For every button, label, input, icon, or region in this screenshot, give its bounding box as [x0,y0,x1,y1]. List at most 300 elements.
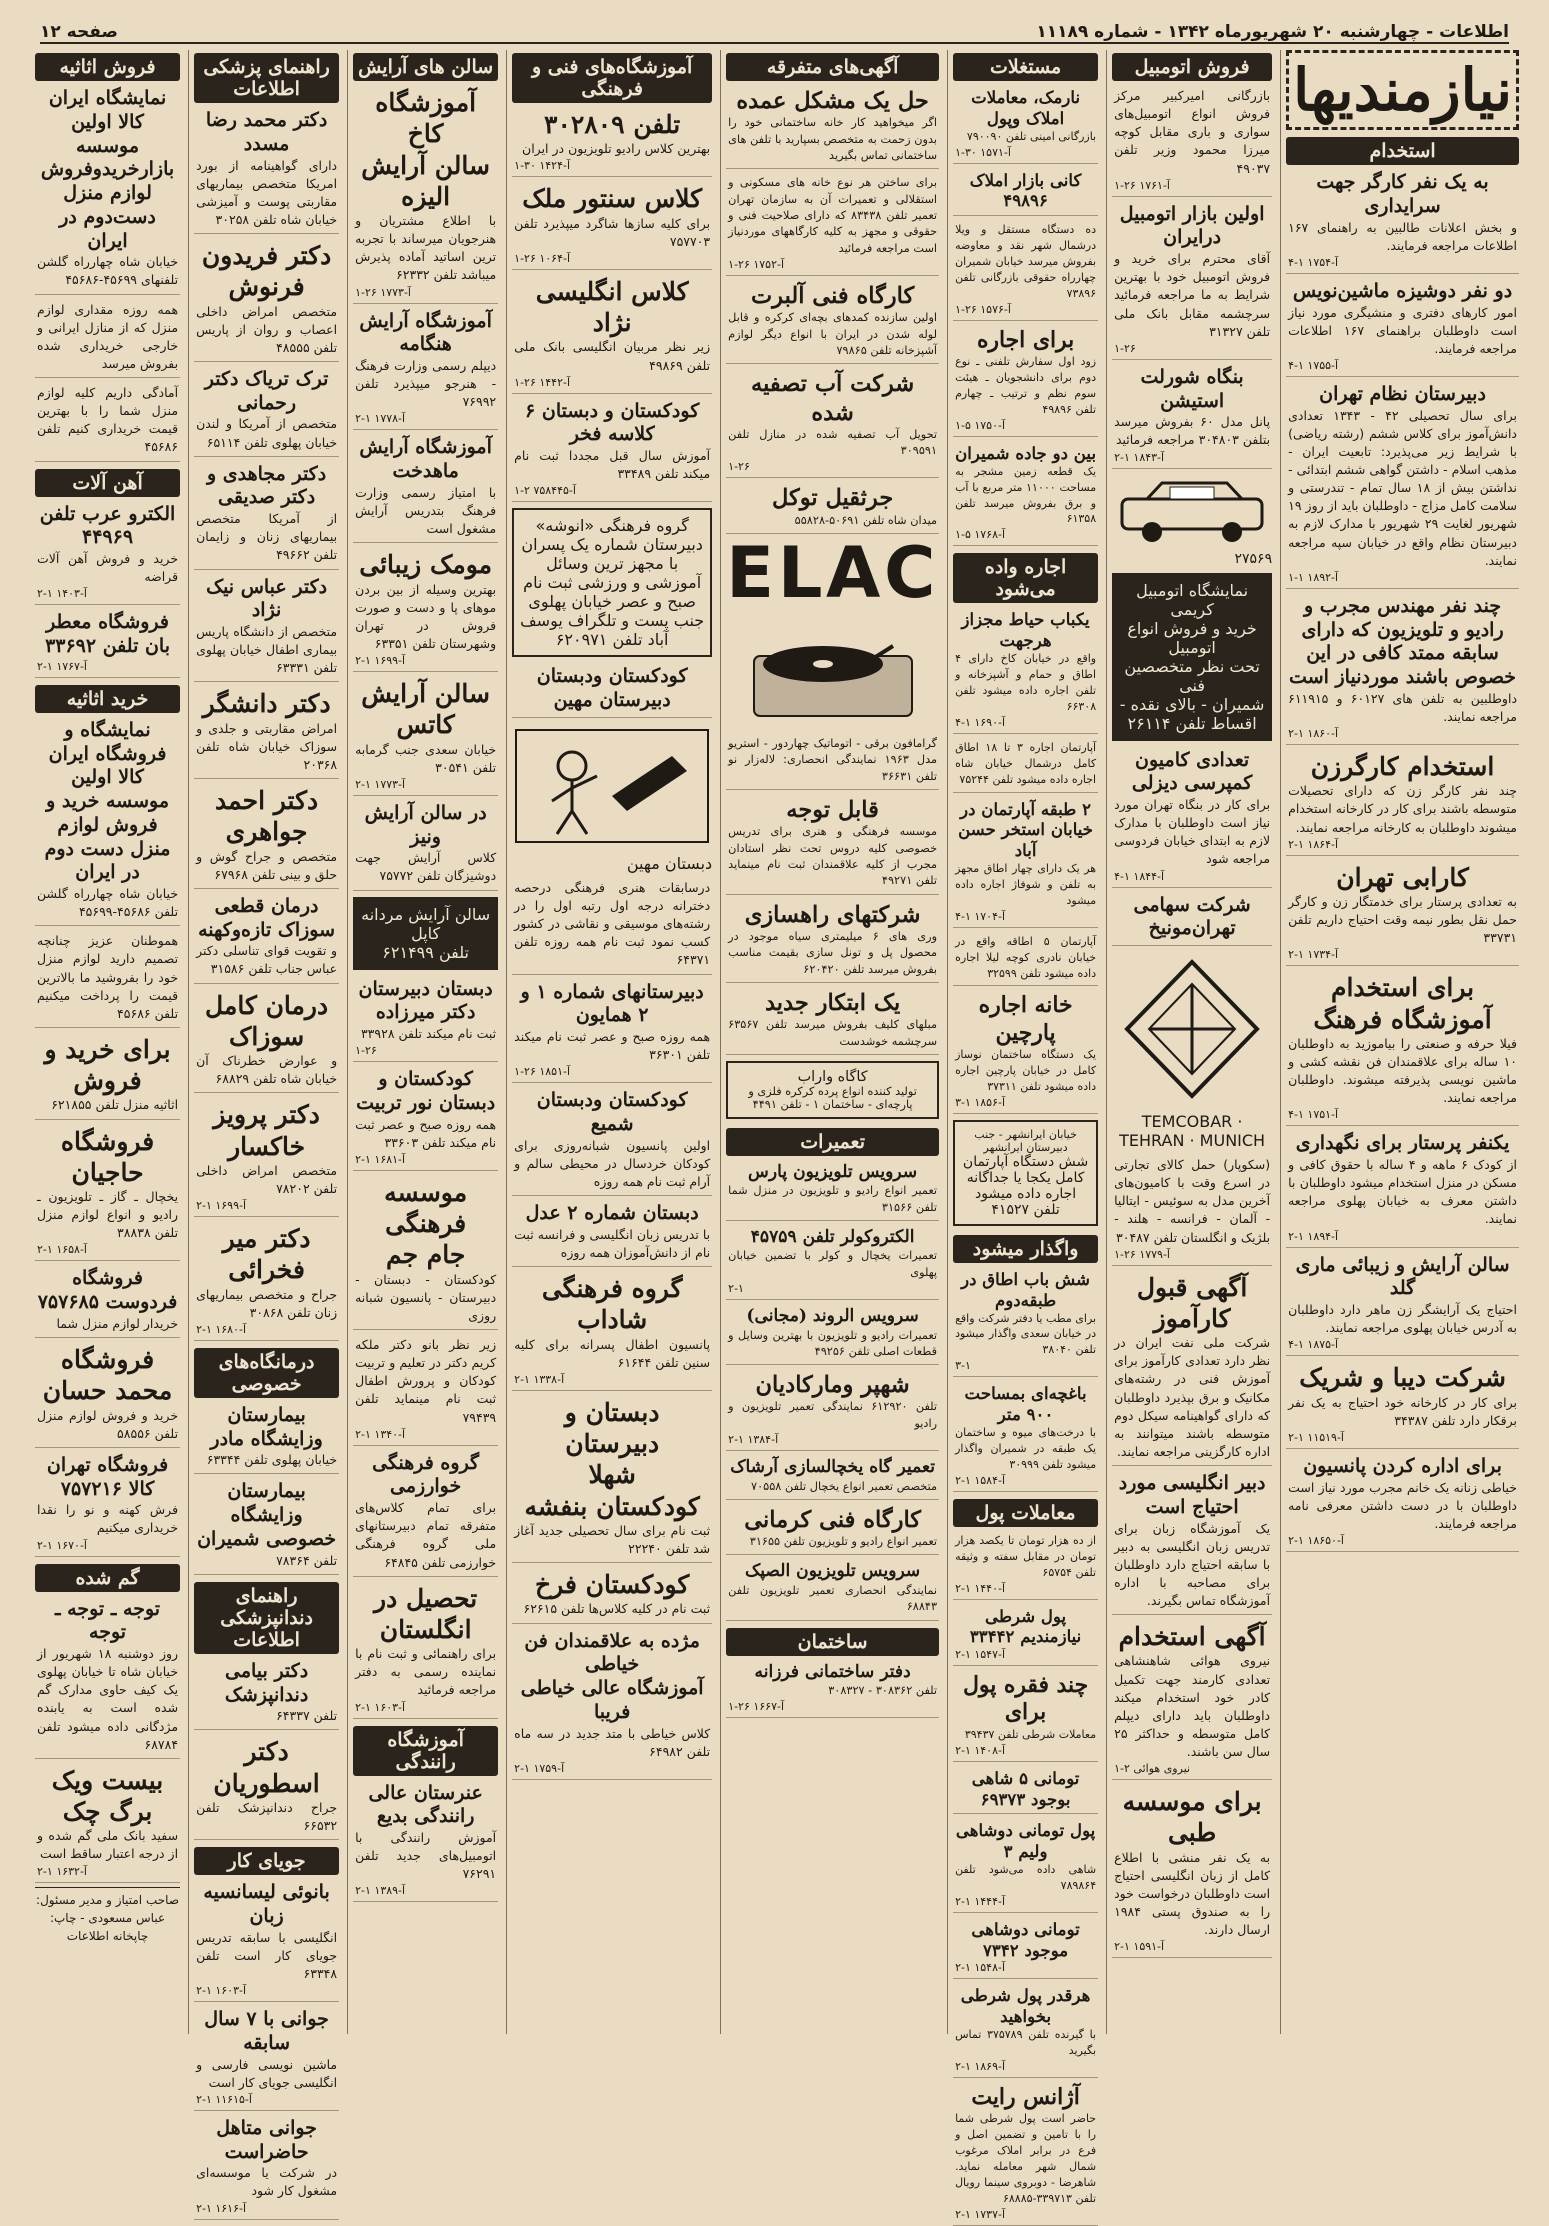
ad-title: جوانی متاهل حاضراست [216,2116,317,2163]
ad-title: دکتر بیامی دندانپزشک [224,1659,309,1706]
classified-ad [35,382,180,462]
ad-body: برای تمام کلاس‌های متفرقه تمام دبیرستانهای ملی گروه فرهنگی خوارزمی تلفن ۶۴۸۴۵ [355,1500,497,1570]
classified-ad [1112,1784,1272,1958]
issue-info: اطلاعات - چهارشنبه ۲۰ شهریورماه ۱۳۴۲ - شماره ۱۱۱۸۹ [1036,22,1509,42]
classified-ad [726,1559,939,1620]
ad-title: مژده به علاقمندان فن خیاطی [524,1629,700,1676]
ad-title: شرکت آب تصفیه شده [751,371,915,426]
ad-body: میدان شاه تلفن ۵۰۶۹۱-۵۵۸۲۸ [794,513,938,527]
ad-title: دبیرستان نظام تهران [1319,382,1486,405]
ad-code: ۱-۲۶ آ-۱۸۵۱ [514,1065,571,1079]
ad-body: برای کار در کارخانه خود احتیاج به یک نفر برقکار دارد تلفن ۳۴۳۸۷ [1288,1394,1517,1428]
ad-body: درسابقات هنری فرهنگی درحصه دخترانه درجه اول رتبه اول را در رشته‌های موسیقی و نقاشی در کشور کسب نمود ثبت نام همه روزه تلفن ۶۴۳۷۱ [514,879,711,968]
classified-ad [953,1381,1098,1491]
temcobar-logo-icon [1117,954,1267,1104]
ad-title: یکباب حیاط مجزاز هرجهت [961,609,1090,651]
ad-code: ۲-۱ آ-۱۶۰۳ [196,1984,247,1997]
classified-ad [953,1917,1098,1980]
ad-body: خرید و فروش لوازم منزل تلفن ۵۸۵۵۶ [37,1407,179,1441]
ad-title: دکتر عباس نیک نژاد [206,575,328,622]
ad-body: و عوارض خطرناک آن خیابان شاه تلفن ۶۸۸۲۹ [196,1053,338,1087]
ad-body: شاهی داده می‌شود تلفن ۷۸۹۸۶۴ [955,1862,1097,1892]
ad-title: کلاس سنتور ملک [522,184,703,214]
ad-body: به تعدادی پرستار برای خدمتگار زن و کارگر حمل نقل بطور نیمه وقت احتیاج داریم تلفن ۳۳۷۳۱ [1288,893,1517,946]
ad-title: سرویس تلویزیون پارس [748,1161,918,1182]
ad-body: خیابان شاه چهارراه گلشن تلفنهای ۴۵۶۹۹-۴۵۶۸۶ [37,254,179,288]
ad-body: متخصص از آمریکا و لندن خیابان پهلوی تلفن ۶۵۱۱۴ [196,416,338,450]
ad-title: جرثقیل توکل [771,485,894,512]
classified-ad [35,1032,180,1120]
ad-title: کودکستان بنفشه [524,1491,700,1521]
ad-title: فروشگاه معطر بان تلفن ۳۳۶۹۲ [45,611,171,657]
ad-body: تحویل آب تصفیه شده در منازل تلفن ۳۰۹۵۹۱ [728,427,938,457]
ad-code: ۲-۱ آ-۱۴۴۴ [955,1894,1006,1908]
karimi-line2: تحت نظر متخصصین فنی [1124,656,1260,695]
ad-body: یک دستگاه ساختمان نوساز کامل در خیابان پارچین اجاره داده میشود تلفن ۳۷۳۱۱ [955,1048,1097,1094]
ad-title: پول شرطی نیازمندیم ۳۳۴۴۲ [969,1605,1082,1647]
ad-title: درمان قطعی سوزاک تازه‌وکهنه [198,894,336,941]
car-ad [1112,473,1272,567]
classified-ad [353,1175,498,1330]
section-heading: اجاره واده می‌شود [953,553,1098,603]
ad-title: دکتر دانشگر [202,689,331,719]
classified-ad [35,609,180,678]
classified-ad [353,976,498,1063]
ad-title: سرویس الروند (مجانی) [746,1306,919,1327]
ad-title: شهپر وماركاديان [755,1372,910,1399]
classified-ad [194,1734,339,1840]
ad-title: تحصیل در انگلستان [374,1583,478,1644]
ad-code: ۱-۲۶ آ-۱۶۶۷ [728,1700,785,1714]
classified-ad [512,1395,712,1563]
ad-title: بنگاه شورلت استیشن [1140,365,1244,412]
classified-ad [512,107,712,177]
ad-title: دکتر فریدون فرنوش [201,241,332,302]
ad-title: دکتر اسطوریان [213,1737,320,1798]
classified-ad [194,461,339,570]
classified-ad [1286,1453,1519,1552]
classified-ad [1112,1270,1272,1466]
classified-ad [194,893,339,984]
ad-title: گروه فرهنگی خوارزمی [372,1451,480,1498]
ad-body: پانسیون اطفال پسرانه برای کلیه سنین تلفن ۶۱۶۴۴ [514,1336,711,1370]
section-heading: خرید اثاثیه [35,685,180,713]
ad-body: ثبت نام برای سال تحصیلی جدید آغاز شد تلفن ۲۲۲۴۰ [514,1522,711,1556]
ad-code: ۱-۲۶ [1114,341,1136,355]
classified-ad [353,434,498,543]
ad-title: نارمک، معاملات املاک وپول [971,87,1081,128]
ad-body: ماشین نویسی فارسی و انگلیسی جویای کار است [196,2056,338,2090]
classified-ad [1286,169,1519,274]
classified-ad [194,238,339,362]
classified-ad [726,987,939,1055]
classified-ad [35,85,180,295]
ad-code: ۱-۲۶ آ-۱۵۷۶ [955,302,1011,316]
ad-code: ۳-۱ [955,1359,971,1373]
ad-body: تلفن ۳۰۸۳۶۲ - ۳۰۸۳۲۷ [828,1683,938,1697]
classified-ad [353,1780,498,1903]
ad-title: کودکستان ودبستان شمیع [536,1089,688,1135]
karimi-ad-box [1112,573,1272,741]
column-7 [188,50,339,2215]
classified-ad [953,1766,1098,1815]
ad-code: ۱-۲۶ آ-۱۴۴۲ [514,375,571,389]
ad-body: چند نفر کارگر زن که دارای تحصیلات متوسطه باشند برای کار در کارخانه استخدام میشوند داوطلبان به کارخانه مراجعه نمایند. [1288,783,1517,835]
ad-body: امراض مقاربتی و جلدی و سوزاک خیابان شاه تلفن ۲۰۳۶۸ [196,720,338,772]
ad-body: همه روزه صبح و عصر ثبت نام میکند تلفن ۳۶۳۰۱ [514,1029,711,1063]
ad-title: دکتر مجاهدی و دکتر صدیقی [206,462,327,509]
ad-body: نیروی هوائی شاهنشاهی تعدادی کارمند جهت تکمیل کادر خود استخدام میکند داوطلبان باید دارای دیپلم کامل متوسطه و حداکثر ۲۵ سال سن باشند. [1114,1653,1271,1759]
karimi-line3: شمیران - بالای نقده - اقساط تلفن ۲۶۱۱۴ [1119,694,1265,733]
ad-body: امور کارهای دفتری و منشیگری مورد نیاز است داوطلبان براهنمای ۱۶۷ اطلاعات مراجعه فرمایند. [1288,304,1517,356]
ad-title: دبستان دبیرستان دکتر میرزاده [358,977,493,1024]
ad-title: کارگاه فنی کرمانی [744,1506,922,1533]
classified-ad [194,1097,339,1217]
ad-title: جام جم [385,1240,466,1270]
classified-ad [953,1531,1098,1600]
ad-code: ۲-۱ آ-۱۳۸۹ [355,1884,406,1898]
classified-ad [194,2115,339,2220]
section-heading: واگذار میشود [953,1235,1098,1263]
ad-title: دبیر انگلیسی مورد احتیاج است [1118,1472,1266,1518]
ad-body: و بخش اعلانات طالبین به راهنمای ۱۶۷ اطلاعات مراجعه فرمایند. [1288,219,1517,253]
classified-ad [353,800,498,891]
ad-code: ۲-۱ آ-۱۱۵۱۹ [1288,1430,1344,1444]
section-heading: گم شده [35,1564,180,1592]
ad-title: دبستان و دبیرستان [564,1397,660,1459]
ad-title: الکتروکولر تلفن ۴۵۷۵۹ [750,1227,915,1248]
ad-body: فرش کهنه و نو را نقدا خریداری میکنیم [37,1502,179,1536]
ad-code: ۲-۱ آ-۱۳۴۰ [355,1427,406,1441]
classified-ad [35,1452,180,1557]
section-heading: راهنمای دندانپزشکی اطلاعات [194,1582,339,1654]
ad-code: ۲-۱ آ-۱۵۹۱ [1114,1940,1165,1954]
ad-body: تعمیرات یخچال و کولر با تضمین خیابان پهلوی [728,1249,938,1279]
company-logo [1112,950,1272,1108]
ad-title: چند نفر مهندس مجرب و رادیو و تلویزیون که دارای سابقه ممتد کافی در این خصوص باشند موردنیاز است [1289,594,1517,688]
ad-body: زیر نظر مربیان انگلیسی بانک ملی تلفن ۴۹۸۶۹ [514,339,711,373]
ad-body: با گیرنده تلفن ۳۷۵۷۸۹ تماس بگیرید [955,2027,1097,2057]
kapel-ad-box [353,897,498,970]
ad-title: تلفن ۳۰۲۸۰۹ [544,110,681,139]
classified-ad [512,1628,712,1780]
ad-title: عنرستان عالی رانندگی بدیع [368,1781,483,1828]
ad-body: هر یک دارای چهار اطاق مجهز به تلفن و شوفاژ اجاره داده میشود [955,861,1097,907]
ad-title: ۲ طبقه آپارتمان در خیابان استخر حسن آباد [958,798,1094,861]
ad-title: بین دو جاده شمیران [955,442,1097,463]
ad-title: دکتر میر فخرائی [222,1224,311,1285]
classified-ad [512,979,712,1084]
ad-body: خیابان شاه چهارراه گلشن تلفن ۴۵۶۸۶-۴۵۶۹۹ [37,886,179,920]
ad-body: برای سال تحصیلی ۴۲ - ۱۳۴۳ تعدادی دانش‌آموز برای کلاس ششم (رشته ریاضی) با شرایط زیر می‌پذیرد: تابعیت ایران - مذهب اسلام - داشتن گواهی ششم ابتدائی - نداشتن بیش از ۱۸ سال تمام - تندرستی و سلامت کامل مزاج - داوطلبان باید از روز ۱۹ شهریور لغایت ۲۹ شهریور با مدارک لازم به دبیرستان نظام واقع در خیابان سپه مراجعه نمایند. [1288,407,1517,568]
ad-body: بازرگانی امیرکبیر مرکز فروش انواع اتومبیل‌های سواری و باری مقابل کوچه میرزا محمود وزیر تلفن ۴۹۰۳۷ [1114,88,1271,176]
ad-body: ثبت نام میکند تلفن ۳۳۹۲۸ [360,1026,497,1041]
ad-code: ۲-۱ آ-۱۷۵۹ [514,1761,565,1775]
ad-title: سالن آرایش الیزه [361,150,490,211]
classified-ad [726,899,939,983]
ad-title: تومانی دوشاهی موجود ۷۳۴۲ [971,1918,1080,1960]
ad-code: ۲-۱ آ-۱۶۰۳ [355,1700,406,1714]
classified-ad [953,932,1098,987]
classified-ad [726,482,939,534]
classified-ad [953,2082,1098,2226]
classified-ad [1112,1470,1272,1615]
ad-body: سفید بانک ملی گم شده و از درجه اعتبار ساقط است [37,1828,179,1862]
elac-body: گرامافون برقی - اتوماتیک چهاردور - استریو مدل ۱۹۶۳ نمایندگی انحصاری: لاله‌زار نو تلفن ۳۶۶۳۱ [728,737,938,783]
ad-title: برای اجاره [976,326,1075,353]
ad-title: سالن آرایش و زیبائی ماری گلد [1295,1253,1510,1300]
classified-ad [953,607,1098,733]
column-1 [1280,50,1519,2034]
anousheh-ad-box [512,508,712,657]
ad-body: هموطنان عزیز چنانچه تصمیم دارید لوازم منزل خود را بفروشید ما بالاترین قیمت را پرداخت میکنیم تلفن ۴۵۶۸۶ [37,933,179,1021]
ad-code: ۱-۱ آ-۱۸۹۲ [1288,570,1339,584]
ad-code: ۲-۱ آ-۱۳۳۸ [514,1372,565,1386]
ad-code: ۲-۱ آ-۱۸۴۳ [1114,450,1165,464]
ad-code: ۴-۱ آ-۱۸۴۴ [1114,869,1165,883]
ad-body: با درخت‌های میوه و ساختمان یک طبقه در شمیران واگذار میشود تلفن ۳۰۹۹۹ [955,1425,1097,1471]
ad-body: روز دوشنبه ۱۸ شهریور از خیابان شاه تا خیابان پهلوی یک کیف حاوی مدارک گم شده است به یابنده مژدگانی داده میشود تلفن ۶۸۷۸۴ [37,1646,179,1752]
classified-ad [953,220,1098,321]
ad-code: ۲-۱ آ-۱۶۹۹ [355,654,406,667]
ad-code: ۱-۳۰ آ-۱۴۲۴ [514,159,571,173]
ad-title: فروشگاه محمد حسان [42,1345,173,1406]
classified-ad [1112,892,1272,947]
classified-ad [1112,1154,1272,1266]
section-heading: آموزشگاه رانندگی [353,1726,498,1776]
ad-body: کلاس خیاطی با متد جدید در سه ماه تلفن ۶۴۹۸۲ [514,1725,711,1759]
classified-ad [512,274,712,394]
elac-logo: ELAC [726,531,940,614]
ad-title: کودکستان ودبستان دبیرستان مهین [536,665,688,712]
ad-code: ۲-۱ آ-۱۷۷۸ [355,412,406,426]
ad-title: آموزشگاه کاخ [375,88,477,149]
ad-body: متخصص و جراح گوش و حلق و بینی تلفن ۶۷۹۶۸ [196,848,338,882]
ad-body: برای کلیه سازها شاگرد میپذیرد تلفن ۷۵۷۷۰۳ [514,215,711,249]
ad-title: اولین بازار اتومبیل درایران [1119,202,1265,249]
ad-title: تعمیر گاه یخچالسازی آرشاک [730,1457,936,1478]
classified-ad [353,1581,498,1719]
classified-ad [194,783,339,889]
apt-box-title: خیابان ایرانشهر - جنب دبیرستان ایرانشهر [974,1127,1077,1154]
ad-body: جراح دندانپزشک تلفن ۶۶۵۳۲ [196,1799,338,1833]
classified-ad [194,1658,339,1731]
ad-code: ۲-۱ آ-۱۳۸۴ [728,1433,779,1447]
masthead-title: نیازمندیها [1286,50,1519,130]
ad-code: ۴-۱ آ-۱۷۵۵ [1288,358,1339,372]
section-heading: فروش اثاثیه [35,53,180,81]
classified-ad [1112,747,1272,888]
ad-body: آپارتمان اجاره ۳ تا ۱۸ اطاق کامل درشمال خیابان شاه اجاره داده میشود تلفن ۷۵۲۴۴ [955,740,1097,786]
classified-ad [194,574,339,683]
ad-title: کالا اولین موسسه خرید و فروش لوازم منزل دست دوم در ایران [44,766,171,884]
ad-body: آموزش رانندگی با اتومبیل‌های جدید تلفن ۷۶۲۹۱ [355,1830,497,1882]
ad-code: ۲-۱ [728,1282,744,1296]
ad-code: ۱-۲۶ آ-۱۷۵۲ [728,258,785,272]
section-heading: سالن های آرایش [353,53,498,81]
classified-ad [953,1818,1098,1912]
ad-body: متخصص امراض داخلی اعصاب و روان از پاریس تلفن ۴۸۵۵۵ [196,303,338,355]
ad-code: ۲-۱ آ-۱۱۶۱۵ [196,2092,252,2106]
ad-title: بانوئی لیسانسیه زبان [203,1881,330,1927]
ad-body: از کودک ۶ ماهه و ۴ ساله با حقوق کافی و مسکن در منزل استخدام میشود داوطلبان با داشتن معرف به خیابان پهلوی مراجعه نمایند. [1288,1157,1517,1227]
ad-code: ۲-۱ آ-۱۶۸۱ [355,1152,406,1166]
ad-code: ۴-۱ آ-۱۸۷۵ [1288,1338,1339,1352]
section-heading: راهنمای پزشکی اطلاعات [194,53,339,103]
classified-ad [35,501,180,606]
ad-body: احتیاج یک آرایشگر زن ماهر دارد داوطلبان به آدرس خیابان پهلوی مراجعه نمایند. [1288,1302,1517,1336]
ad-code: ۴-۱ آ-۱۷۰۴ [955,909,1006,923]
ad-body: فیلا حرفه و صنعتی را بیاموزید به داوطلبان ۱۰ ساله برای علاقمندان فن نقشه کشی و ماشین نویسی پذیرفته میشوند. داوطلبان مراجعه نمایند. [1288,1035,1517,1106]
anousheh-title: گروه فرهنگی «انوشه» [535,516,689,536]
ad-title: چند فقره پول برای [963,1672,1089,1726]
ad-body: زیر نظر بانو دکتر ملکه کریم دکتر در تعلیم و تربیت کودکان و پرورش اطفال ثبت نام مینماید تلفن ۷۹۴۳۹ [355,1337,497,1425]
ad-title: باغچه‌ای بمساحت ۹۰۰ متر [964,1383,1087,1425]
classified-ad [953,168,1098,217]
ad-code: ۱-۵ آ-۱۷۶۸ [955,528,1006,542]
classified-ad [953,990,1098,1114]
ad-title: به یک نفر کارگر جهت سرایداری [1316,171,1489,217]
ad-code: ۲-۱ آ-۱۵۸۴ [955,1473,1006,1487]
classified-ad [1112,1619,1272,1780]
varab-body: تولید کننده انواع پرده کرکره فلزی و پارچه‌ای - ساختمان ۱ - تلفن ۴۴۹۱ [748,1084,917,1111]
classified-ad [194,1879,339,2002]
ad-body: ثبت نام در کلیه کلاس‌ها تلفن ۶۲۶۱۵ [523,1601,711,1617]
ad-body: حاضر است پول شرطی شما را با تامین و تضمین اصل و فرع در برابر املاک مرغوب شمال شهر معامله نماید. شاهرضا - دوبروی سینما رویال تلفن ۳۳۹۷۱۳-۶۸۸۸۵ [955,2112,1097,2205]
classified-ad [726,368,939,478]
classified-ad [353,547,498,672]
ad-code: ۱-۲۶ آ-۱۷۷۳ [355,285,411,299]
ad-body: کودکستان - دبستان - دبیرستان - پانسیون شبانه روزی [355,1271,497,1323]
section-heading: تعمیرات [726,1128,939,1156]
classified-ad [512,877,712,975]
classified-ad [35,1124,180,1262]
ad-body: از آمریکا متخصص بیماریهای زنان و زایمان تلفن ۴۹۶۶۲ [196,511,338,563]
section-heading: استخدام [1286,137,1519,165]
classified-ad [726,85,939,169]
ad-body: داوطلبین به تلفن های ۶۰۱۲۷ و ۶۱۱۹۱۵ مراجعه نمایند. [1288,690,1518,724]
classified-ad [194,988,339,1094]
ad-body: خیابان پهلوی تلفن ۶۳۳۴۴ [206,1452,338,1468]
ad-code: ۲-۱ آ-۱۶۱۶ [196,2201,247,2215]
classified-ad [194,1221,339,1341]
classified-ad [35,299,180,379]
classified-ad [953,325,1098,437]
ad-body: برای کار در بنگاه تهران مورد نیاز است داوطلبان با مدارک لازم به ابتدای خیابان فردوسی مراجعه شود [1114,797,1271,867]
ad-title: برای استخدام [1331,973,1475,1003]
ad-title: کانی بازار املاک ۴۹۸۹۶ [969,169,1082,211]
classified-ad [353,1334,498,1446]
ad-title: آگهی قبول کارآموز [1136,1272,1248,1333]
ad-title: سالن آرایش کاتس [361,679,490,740]
classified-ad [353,676,498,796]
ad-title: هرقدر پول شرطی بخواهید [960,1985,1091,2027]
ad-body: تعمیر انواع رادیو و تلویزیون تلفن ۳۱۶۵۵ [749,1535,938,1549]
school-drawing [512,722,712,850]
ad-code: نیروی هوائی ۲-۱ [1114,1762,1191,1776]
logo-caption: TEMCOBAR · TEHRAN · MUNICH [1119,1112,1266,1150]
ad-title: الکترو عرب تلفن ۴۴۹۶۹ [39,502,176,549]
karimi-line1: خرید و فروش انواع اتومبیل [1127,618,1257,657]
ad-title: یک ابتکار جدید [764,990,901,1017]
ad-title: یکنفر پرستار برای نگهداری [1295,1132,1510,1155]
ad-title: شش باب اطاق در طبقه‌دوم [961,1268,1091,1310]
ad-title: آموزشگاه فرهنگ [1313,1004,1492,1034]
ad-body: اگر میخواهید کار خانه ساختمانی خود را بدون زحمت به متخصص بسپارید با تلفن های ساختمانی تماس بگیرید [728,116,938,162]
column-8 [30,50,180,2034]
anousheh-body: دبیرستان شماره یک پسران با مجهز ترین وسائل آموزشی و ورزشی ثبت نام صبح و عصر خیابان پهلوی جنب پست و تلگراف یوسف آباد تلفن ۶۲۰۹۷۱ [520,535,705,650]
section-heading: معاملات پول [953,1499,1098,1527]
ad-body: معاملات شرطی تلفن ۳۹۴۳۷ [964,1727,1097,1741]
ad-title: دبیرستانهای شماره ۱ و ۲ همایون [520,980,704,1027]
ad-code: ۲-۱ آ-۱۵۴۸ [955,1961,1006,1975]
ad-body: خیاطی زنانه یک خانم مجرب مورد نیاز است داوطلبان با در دست داشتن معرفی نامه مراجعه فرمایند. [1288,1479,1517,1531]
ad-body: جراح و متخصص بیماریهای زنان تلفن ۳۰۸۶۸ [196,1286,338,1320]
ad-body: ده دستگاه مستقل و ویلا درشمال شهر نقد و معاوضه بفروش میرسد خیابان شمیران چهارراه حقوقی بازرگانی تلفن ۷۳۸۹۶ [955,223,1097,300]
classified-ad [512,1200,712,1267]
ad-title: کودکستان و دبستان ۶ کلاسه فخر [525,399,700,446]
kapel-title: کاپل [411,923,441,943]
ad-body: بهترین کلاس رادیو تلویزیون در ایران [522,141,711,157]
ad-body: یخچال ـ گاز ـ تلویزیون ـ رادیو و انواع لوازم منزل تلفن ۳۸۸۳۸ [37,1189,179,1241]
ad-body: دارای گواهینامه از بورد امریکا متخصص بیماریهای مقاربتی پوست و آمیزشی خیابان شاه تلفن ۳۰۲۵۸ [196,157,338,227]
classified-ad [953,1983,1098,2077]
ad-title: شرکت سهامی تهران‌مونیخ [1133,893,1251,940]
ad-body: آموزش سال قبل مجددا ثبت نام میکند تلفن ۳۳۴۸۹ [514,448,711,482]
section-heading: جویای کار [194,1847,339,1875]
column-5 [506,50,712,2034]
classified-ad [1286,1252,1519,1357]
column-2 [1106,50,1272,2034]
ad-body: به یک نفر منشی با اطلاع کامل از زبان انگلیسی احتیاج است داوطلبان درخواست خود را به صندوق پستی ۱۹۸۴ ارسال دارند. [1114,1849,1271,1938]
classified-ad [1286,1360,1519,1449]
ad-code: ۱-۳۰ آ-۱۵۷۱ [955,145,1011,159]
record-player-icon [748,616,918,726]
ad-title: حل یک مشکل عمده [736,88,929,114]
car-drawing [1112,473,1272,551]
ad-body: اولین سازنده کمدهای بچه‌ای کرکره و قابل لوله شدن در ایران با انواع دیگر لوازم آشپزخانه تلفن ۷۹۸۶۵ [728,311,938,357]
ad-code: ۲-۱ آ-۱۴۰۸ [955,1743,1006,1757]
section-heading: آگهی‌های متفرقه [726,53,939,81]
ad-title: فروشگاه حاجیان [60,1126,155,1187]
ad-body: واقع در خیابان کاخ دارای ۴ اطاق و حمام و آشپزخانه و تلفن اجاره داده میشود تلفن ۶۶۳۰۸ [955,651,1097,713]
ad-body: بازرگانی امینی تلفن ۷۹۰۰۹۰ [966,129,1097,143]
classified-ad [726,1160,939,1221]
classified-ad [35,717,180,927]
karimi-title: نمایشگاه اتومبیل کریمی [1136,580,1249,619]
ad-code: ۲-۱ آ-۱۶۵۸ [37,1243,87,1257]
ad-title: موسسه فرهنگی [384,1177,468,1239]
ad-title: دو نفر دوشیزه ماشین‌نویس [1292,279,1513,302]
kapel-phone: تلفن ۶۲۱۴۹۹ [382,942,469,962]
school-girl-drawing-icon [512,726,712,846]
ad-code: ۱-۲۶ آ-۱۷۷۹ [1114,1247,1170,1261]
ad-title: درمان کامل سوزاک [205,990,329,1051]
ad-code: ۲-۱ آ-۱۸۶۴ [1288,837,1339,851]
ad-title: توجه ـ توجه ـ توجه [55,1597,161,1644]
column-4 [720,50,939,2034]
plate-number: ۲۷۵۶۹ [1234,550,1273,567]
ad-title: بیمارستان وزایشگاه مادر [210,1403,323,1450]
ad-body: تلفن ۷۸۳۶۴ [276,1552,338,1568]
ad-body: نمایندگی انحصاری تعمیر تلویزیون تلفن ۶۸۸۴۳ [728,1583,938,1614]
classified-ad [512,1271,712,1391]
ad-body: اثاثیه منزل تلفن ۶۲۱۸۵۵ [51,1097,179,1113]
classified-ad [953,85,1098,164]
classified-ad [953,1670,1098,1762]
classified-ad [953,797,1098,928]
ad-title: فروشگاه فردوست ۷۵۷۶۸۵ [37,1267,178,1314]
